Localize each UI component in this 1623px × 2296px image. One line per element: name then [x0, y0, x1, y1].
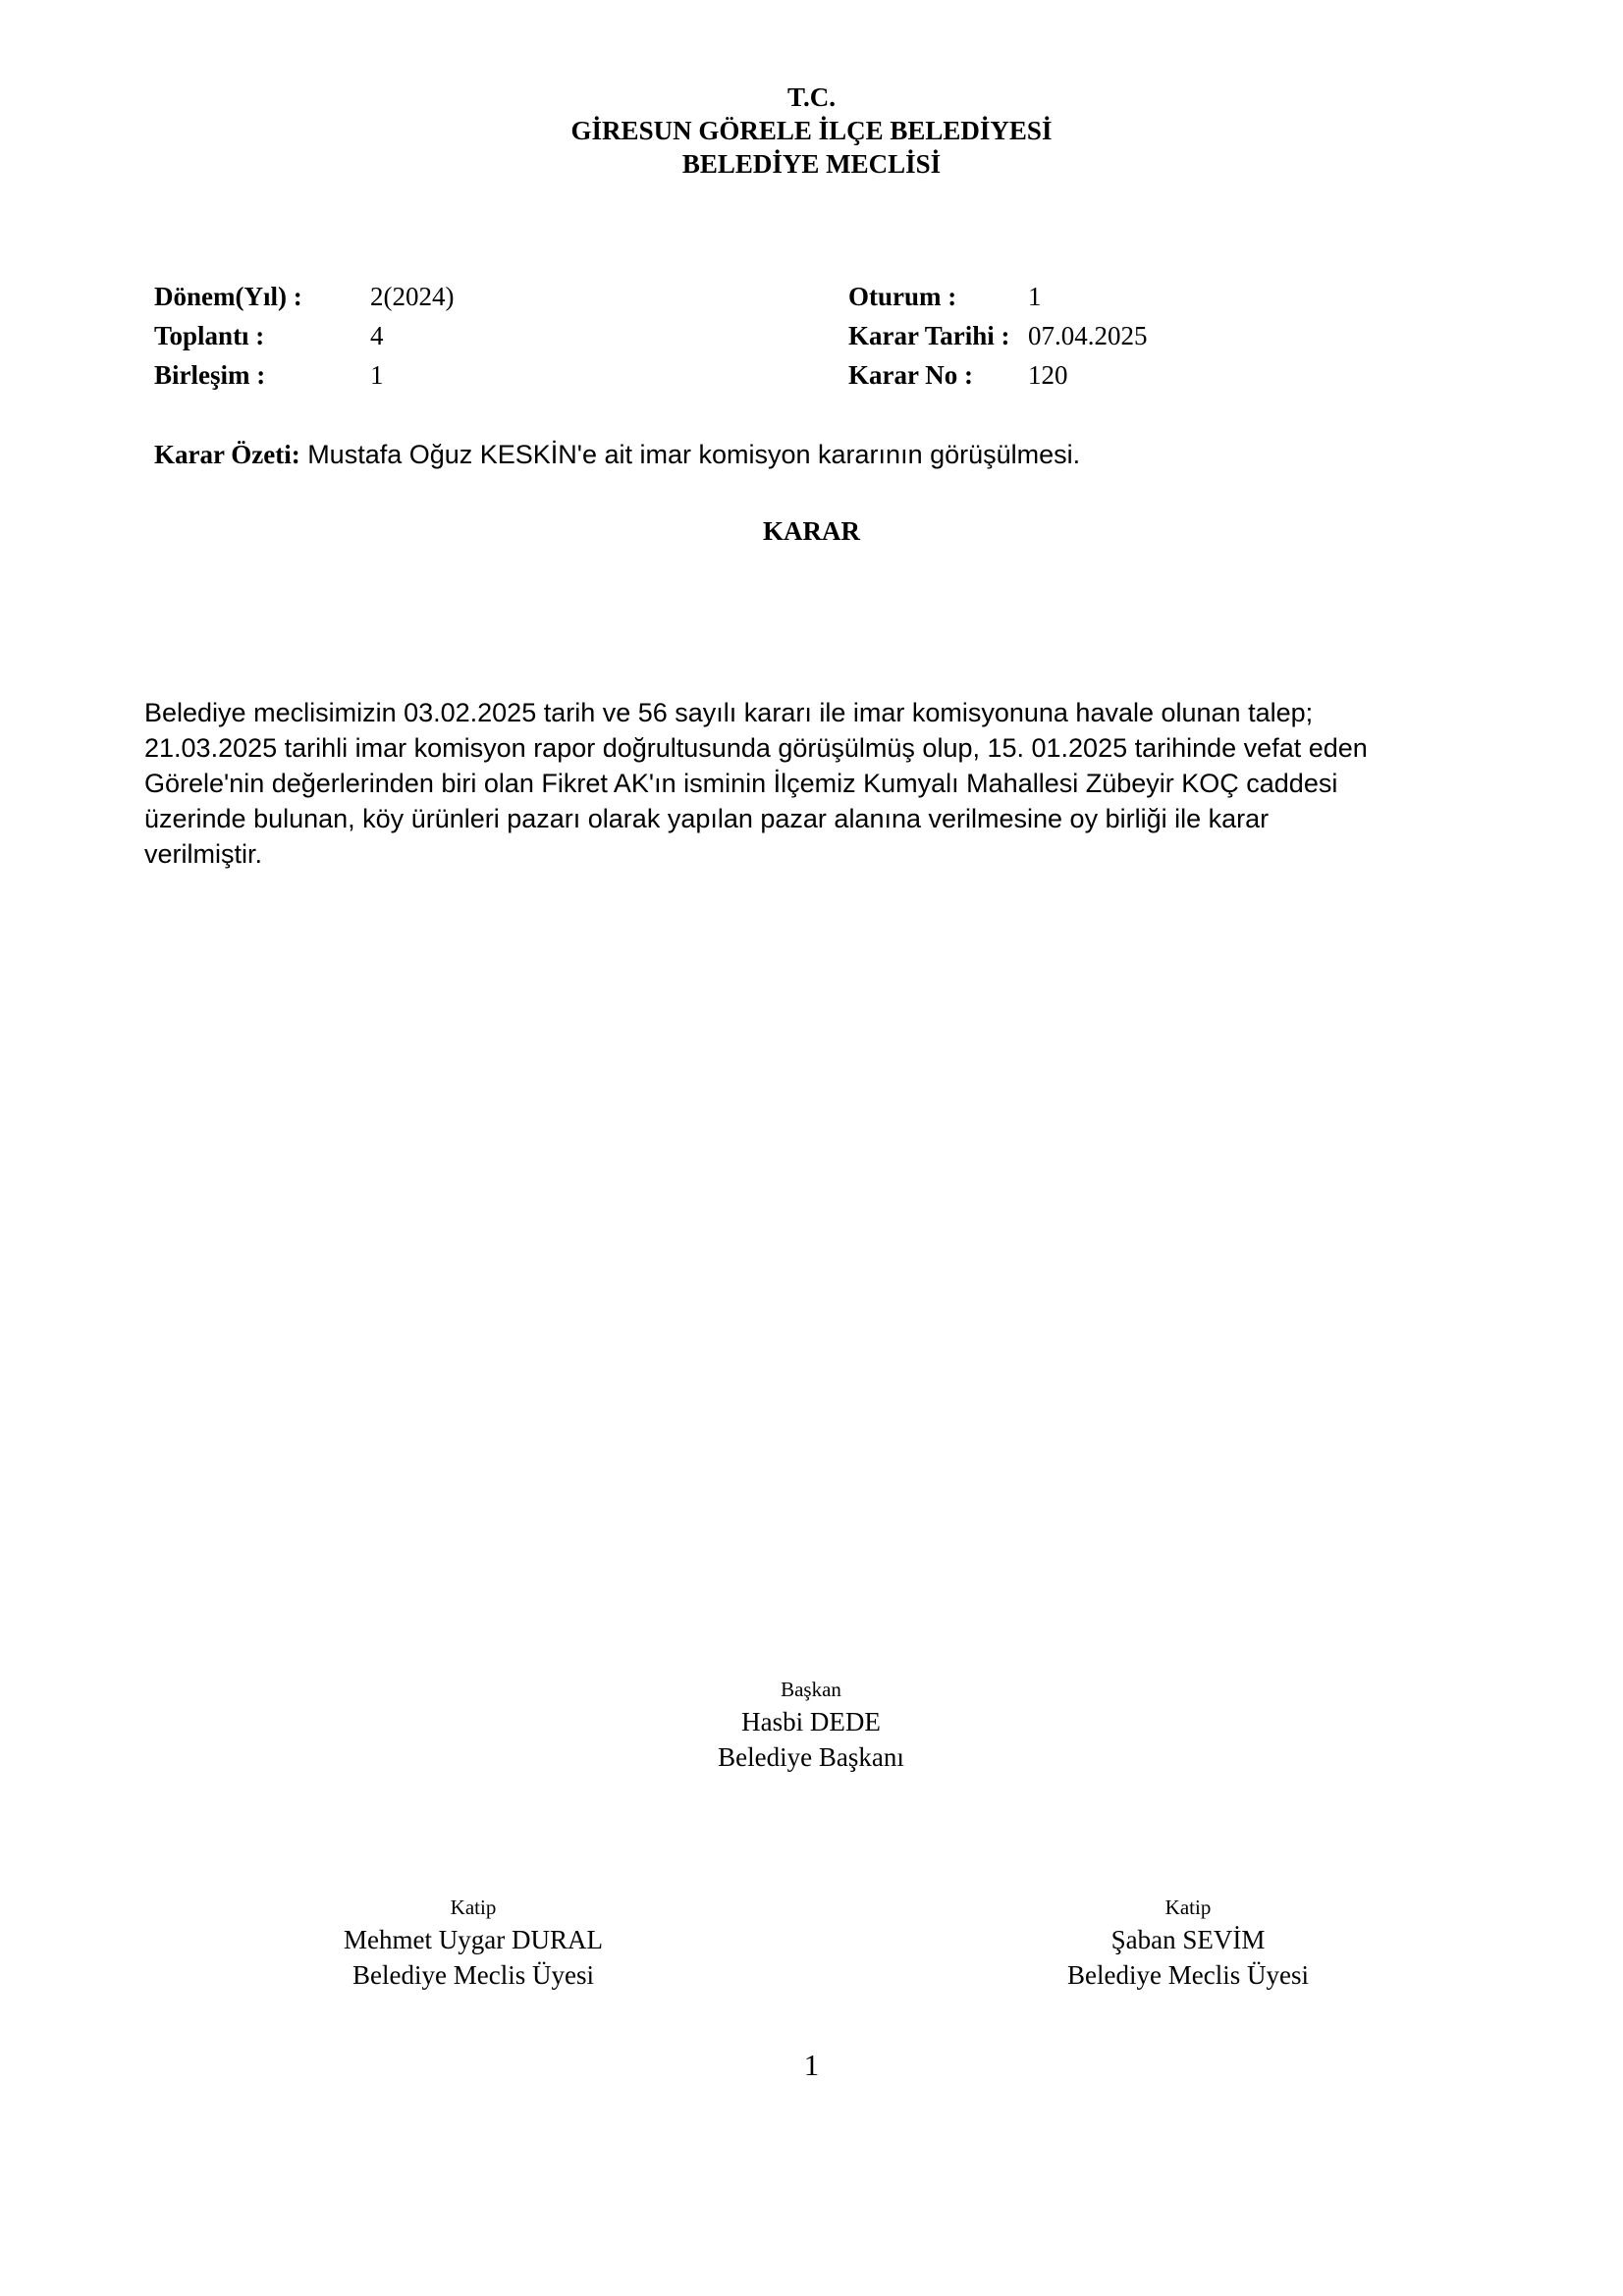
meta-value-karar-no: 120 [1028, 360, 1068, 390]
meta-value-birlesim: 1 [370, 360, 384, 390]
body-line: Görele'nin değerlerinden biri olan Fikret AK'ın isminin İlçemiz Kumyalı Mahallesi Zübeyir KOÇ caddesi [144, 769, 1338, 798]
signature-president [615, 1675, 1007, 1775]
meta-value-toplanti: 4 [370, 321, 384, 350]
signature-role: Belediye Meclis Üyesi [1067, 1960, 1309, 1990]
signature-role: Belediye Başkanı [718, 1742, 904, 1772]
body-line: üzerinde bulunan, köy ürünleri pazarı olarak yapılan pazar alanına verilmesine oy birliği ile karar [144, 804, 1270, 833]
signature-name: Şaban SEVİM [1110, 1925, 1266, 1954]
signature-name: Mehmet Uygar DURAL [344, 1925, 603, 1954]
meta-label-toplanti: Toplantı : [154, 321, 265, 350]
header-line-council: BELEDİYE MECLİSİ [681, 149, 942, 179]
decision-summary-text: Mustafa Oğuz KESKİN'e ait imar komisyon kararının görüşülmesi. [299, 440, 1081, 469]
decision-summary-label: Karar Özeti: [154, 440, 300, 469]
header-line-tc: T.C. [786, 82, 836, 112]
body-line: Belediye meclisimizin 03.02.2025 tarih ve 56 sayılı kararı ile imar komisyonuna havale olunan talep; [144, 698, 1314, 727]
body-line: 21.03.2025 tarihli imar komisyon rapor doğrultusunda görüşülmüş olup, 15. 01.2025 tarihinde vefat eden [144, 733, 1368, 763]
decision-summary [154, 440, 1080, 470]
meta-label-oturum: Oturum : [848, 282, 957, 311]
meta-value-donem: 2(2024) [370, 282, 455, 311]
meta-label-karar-tarihi: Karar Tarihi : [848, 321, 1010, 350]
meta-value-oturum: 1 [1028, 282, 1042, 311]
signature-clerk-right [992, 1893, 1384, 1993]
meta-label-karar-no: Karar No : [848, 360, 973, 390]
signature-title: Katip [450, 1896, 497, 1919]
signature-title: Katip [1164, 1896, 1212, 1919]
meta-value-karar-tarihi: 07.04.2025 [1028, 321, 1148, 350]
signature-title: Başkan [781, 1678, 841, 1701]
header-line-municipality: GİRESUN GÖRELE İLÇE BELEDİYESİ [570, 116, 1053, 145]
signature-role: Belediye Meclis Üyesi [352, 1960, 594, 1990]
signature-clerk-left [277, 1893, 670, 1993]
body-line: verilmiştir. [144, 839, 262, 869]
signature-name: Hasbi DEDE [741, 1707, 881, 1736]
document-header [0, 80, 1623, 181]
meta-label-donem: Dönem(Yıl) : [154, 282, 302, 311]
decision-body [144, 695, 1499, 872]
page-number: 1 [803, 2048, 820, 2082]
decision-heading: KARAR [763, 516, 860, 546]
meta-label-birlesim: Birleşim : [154, 360, 266, 390]
